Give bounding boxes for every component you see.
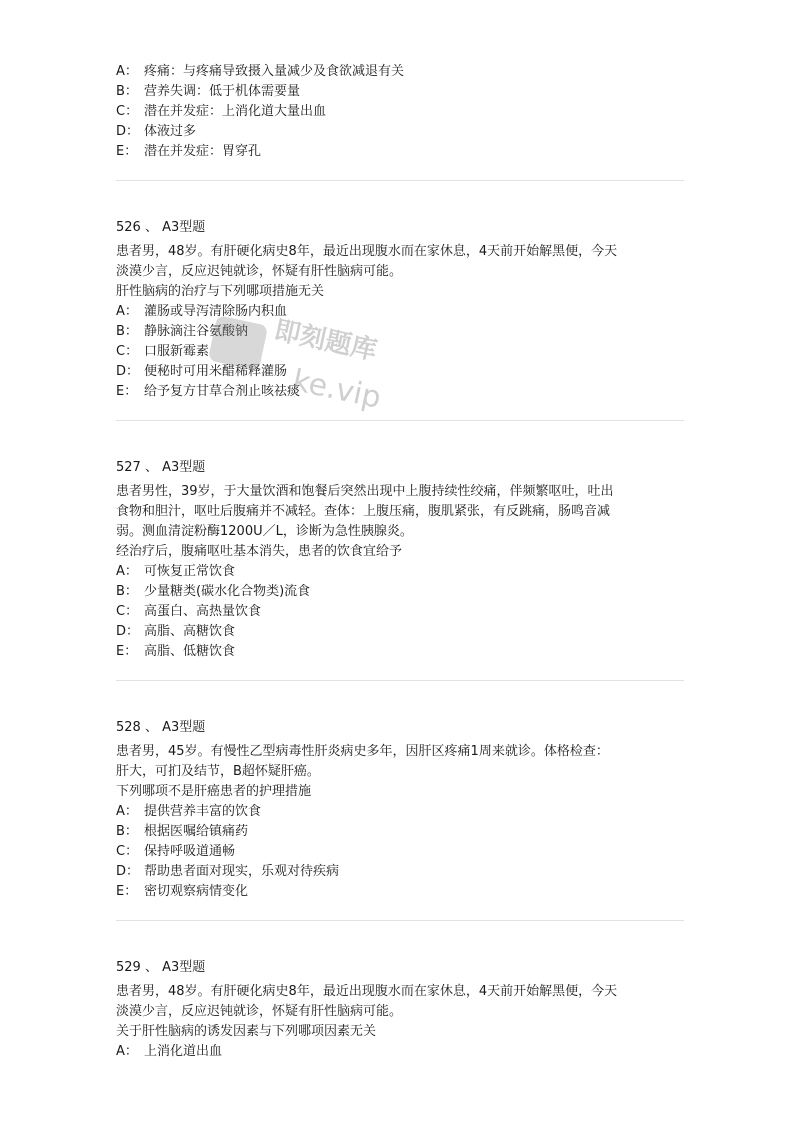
q527-option-e	[116, 642, 235, 662]
q526-option-e	[116, 382, 300, 402]
option-text: 可恢复正常饮食	[144, 564, 236, 579]
option-label: A：	[116, 564, 138, 579]
q527-option-c	[116, 602, 261, 622]
option-label: D：	[116, 124, 140, 139]
option-label: E：	[116, 884, 138, 899]
q526-option-d	[116, 362, 287, 382]
option-label: A：	[116, 804, 138, 819]
q527-header: 527 、 A3型题	[116, 460, 206, 475]
watermark-url: ke.vip	[289, 363, 385, 416]
q526-question: 肝性脑病的治疗与下列哪项措施无关	[116, 284, 325, 299]
divider	[116, 420, 684, 421]
q528-option-b	[116, 822, 248, 842]
q527-question: 经治疗后，腹痛呕吐基本消失，患者的饮食宜给予	[116, 544, 403, 559]
q526-option-a	[116, 302, 287, 322]
q527-stem-line: 弱。测血清淀粉酶1200U／L，诊断为急性胰腺炎。	[116, 524, 413, 539]
q525-option-c	[116, 102, 326, 122]
option-text: 上消化道出血	[144, 1044, 223, 1059]
option-text: 体液过多	[144, 124, 197, 139]
q528-option-a	[116, 802, 261, 822]
q529-question: 关于肝性脑病的诱发因素与下列哪项因素无关	[116, 1024, 377, 1039]
option-label: C：	[116, 104, 139, 119]
option-text: 灌肠或导泻清除肠内积血	[144, 304, 288, 319]
q527-stem-line: 患者男性，39岁，于大量饮酒和饱餐后突然出现中上腹持续性绞痛，伴频繁呕吐，吐出	[116, 484, 614, 499]
q528-option-d	[116, 862, 339, 882]
q526-header: 526 、 A3型题	[116, 220, 206, 235]
q529-option-a	[116, 1042, 222, 1062]
option-text: 提供营养丰富的饮食	[144, 804, 262, 819]
q528-stem-line: 肝大，可扪及结节，B超怀疑肝癌。	[116, 764, 320, 779]
divider	[116, 180, 684, 181]
option-label: C：	[116, 344, 139, 359]
option-label: A：	[116, 64, 138, 79]
q529-header: 529 、 A3型题	[116, 960, 206, 975]
option-text: 高蛋白、高热量饮食	[144, 604, 262, 619]
option-label: A：	[116, 1044, 138, 1059]
option-label: A：	[116, 304, 138, 319]
option-label: D：	[116, 864, 140, 879]
q526-option-b	[116, 322, 248, 342]
q527-option-a	[116, 562, 235, 582]
q528-option-e	[116, 882, 248, 902]
option-text: 给予复方甘草合剂止咳祛痰	[144, 384, 301, 399]
q525-option-e	[116, 142, 261, 162]
option-label: C：	[116, 604, 139, 619]
option-label: B：	[116, 324, 138, 339]
q528-stem-line: 患者男，45岁。有慢性乙型病毒性肝炎病史多年，因肝区疼痛1周来就诊。体格检查：	[116, 744, 609, 759]
q526-option-c	[116, 342, 209, 362]
q527-stem-line: 食物和胆汁，呕吐后腹痛并不减轻。查体：上腹压痛，腹肌紧张，有反跳痛，肠鸣音减	[116, 504, 611, 519]
option-text: 便秘时可用米醋稀释灌肠	[144, 364, 288, 379]
option-label: C：	[116, 844, 139, 859]
option-label: E：	[116, 644, 138, 659]
q525-option-b	[116, 82, 300, 102]
option-text: 潜在并发症：上消化道大量出血	[144, 104, 327, 119]
q528-header: 528 、 A3型题	[116, 720, 206, 735]
option-label: D：	[116, 624, 140, 639]
option-text: 帮助患者面对现实，乐观对待疾病	[144, 864, 340, 879]
option-label: B：	[116, 84, 138, 99]
option-text: 营养失调：低于机体需要量	[144, 84, 301, 99]
option-label: B：	[116, 584, 138, 599]
option-text: 潜在并发症：胃穿孔	[144, 144, 262, 159]
option-text: 保持呼吸道通畅	[144, 844, 236, 859]
q527-option-d	[116, 622, 235, 642]
divider	[116, 920, 684, 921]
option-text: 密切观察病情变化	[144, 884, 249, 899]
q529-stem-line: 淡漠少言，反应迟钝就诊，怀疑有肝性脑病可能。	[116, 1004, 403, 1019]
watermark-brand: 即刻题库	[271, 315, 380, 367]
option-text: 口服新霉素	[144, 344, 210, 359]
option-label: E：	[116, 144, 138, 159]
q529-stem-line: 患者男，48岁。有肝硬化病史8年，最近出现腹水而在家休息，4天前开始解黑便，今天	[116, 984, 618, 999]
option-text: 高脂、低糖饮食	[144, 644, 236, 659]
option-label: E：	[116, 384, 138, 399]
option-text: 高脂、高糖饮食	[144, 624, 236, 639]
q528-option-c	[116, 842, 235, 862]
option-label: D：	[116, 364, 140, 379]
q525-option-a	[116, 62, 404, 82]
q526-stem-line: 患者男，48岁。有肝硬化病史8年，最近出现腹水而在家休息，4天前开始解黑便，今天	[116, 244, 618, 259]
q526-stem-line: 淡漠少言，反应迟钝就诊，怀疑有肝性脑病可能。	[116, 264, 403, 279]
option-text: 根据医嘱给镇痛药	[144, 824, 249, 839]
q527-option-b	[116, 582, 310, 602]
divider	[116, 680, 684, 681]
q525-option-d	[116, 122, 196, 142]
option-text: 静脉滴注谷氨酸钠	[144, 324, 249, 339]
option-label: B：	[116, 824, 138, 839]
option-text: 疼痛：与疼痛导致摄入量减少及食欲减退有关	[144, 64, 405, 79]
option-text: 少量糖类(碳水化合物类)流食	[144, 584, 311, 599]
q528-question: 下列哪项不是肝癌患者的护理措施	[116, 784, 312, 799]
